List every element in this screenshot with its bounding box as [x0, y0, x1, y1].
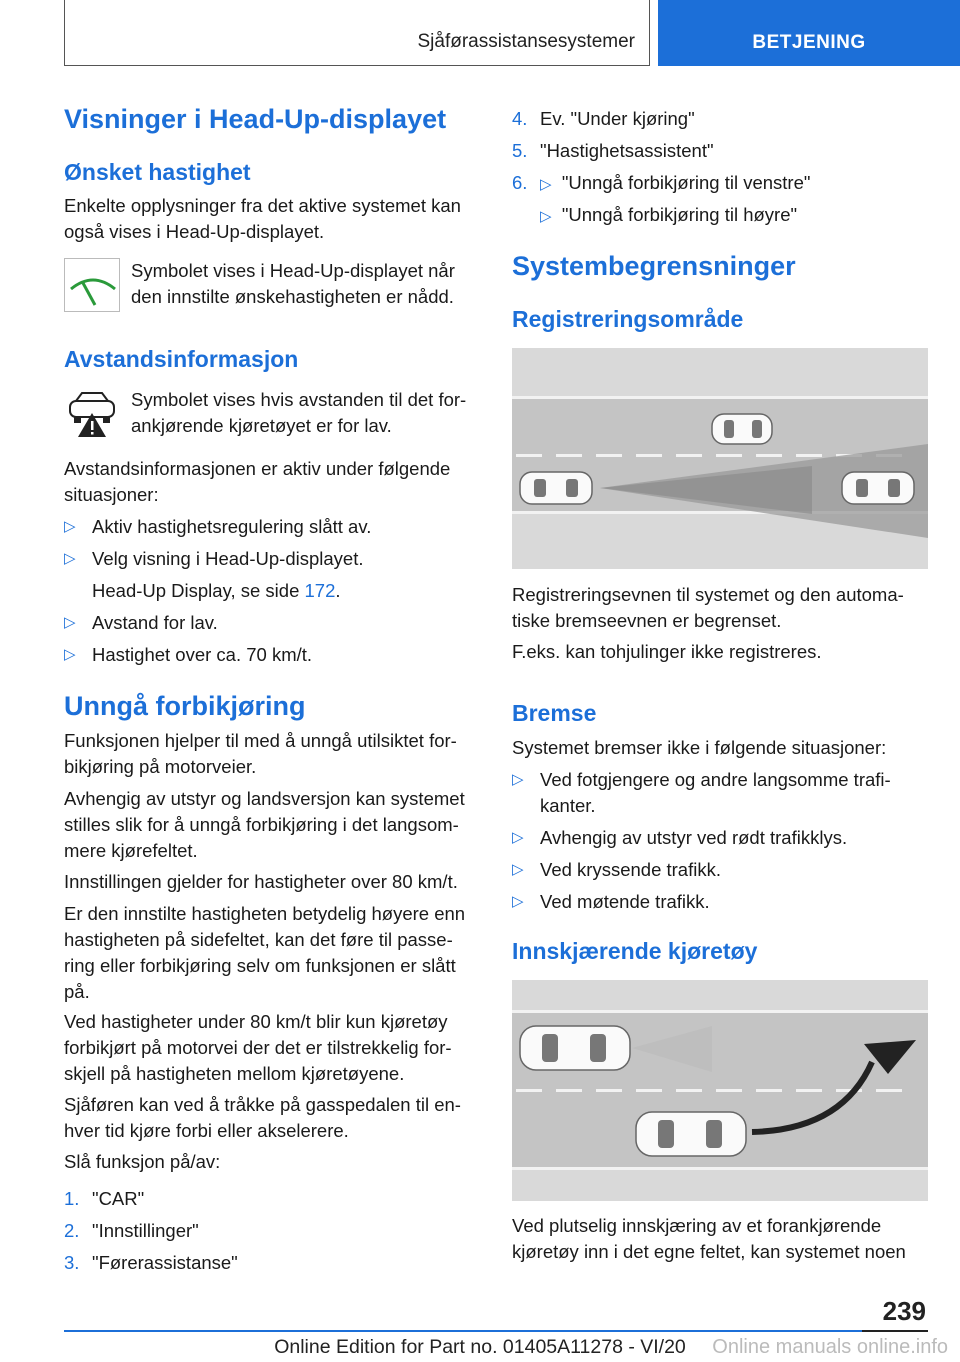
- bullet-triangle-icon: ▷: [512, 861, 524, 878]
- heading-head-up: Visninger i Head-Up-displayet: [64, 104, 447, 134]
- page-link-172[interactable]: 172: [304, 580, 336, 601]
- paragraph: Avhengig av utstyr og landsversjon kan systemet stilles slik for å unngå forbikjøring i det langsom-mere kjørefeltet.: [64, 788, 465, 861]
- speed-reached-icon: [64, 258, 120, 312]
- bullet-triangle-icon: ▷: [512, 893, 524, 910]
- heading-innskjaerende: Innskjærende kjøretøy: [512, 938, 758, 964]
- header-section-title: Sjåførassistansesystemer: [417, 31, 635, 52]
- distance-warning-icon: [64, 387, 120, 441]
- para-avstand: Avstandsinformasjonen er aktiv under følgende situasjoner:: [64, 458, 451, 505]
- heading-registreringsomrade: Registreringsområde: [512, 306, 744, 332]
- heading-unnga-forbikjoring: Unngå forbikjøring: [64, 691, 306, 721]
- cut-in-illustration: [512, 980, 928, 1201]
- bullet-triangle-icon: ▷: [512, 829, 524, 846]
- icon2-description: Symbolet vises hvis avstanden til det for-ankjørende kjøretøyet er for lav.: [131, 389, 467, 436]
- para-registrering: Registreringsevnen til systemet og den automa-tiske bremseevnen er begrenset.: [512, 584, 904, 631]
- paragraph: Sjåføren kan ved å tråkke på gasspedalen til en-hver tid kjøre forbi eller akselerere.: [64, 1094, 461, 1141]
- header-tab-betjening[interactable]: [658, 0, 960, 66]
- para-onsket: Enkelte opplysninger fra det aktive systemet kan også vises i Head-Up-displayet.: [64, 195, 461, 242]
- footer-divider-dark: [862, 1330, 928, 1332]
- bullet-triangle-icon: ▷: [540, 208, 552, 225]
- bullet-triangle-icon: ▷: [540, 176, 552, 193]
- para-innskjaering: Ved plutselig innskjæring av et forankjørende kjøretøy inn i det egne feltet, kan systemet noen: [512, 1215, 906, 1262]
- footer-edition: Online Edition for Part no. 01405A11278 - VI/20: [274, 1336, 686, 1358]
- bullet-triangle-icon: ▷: [64, 518, 76, 535]
- watermark: Online manuals online.info: [712, 1336, 948, 1358]
- icon1-description: Symbolet vises i Head-Up-displayet når den innstilte ønskehastigheten er nådd.: [131, 260, 455, 307]
- heading-bremse: Bremse: [512, 700, 597, 726]
- page-number: 239: [882, 1296, 926, 1326]
- paragraph: Er den innstilte hastigheten betydelig høyere enn hastigheten på sidefeltet, kan det føre til passe-ring eller forbikjøring selv om funksjonen er slått på.: [64, 903, 466, 1002]
- paragraph: Slå funksjon på/av:: [64, 1151, 221, 1172]
- bullet-triangle-icon: ▷: [512, 771, 524, 788]
- bullet-triangle-icon: ▷: [64, 550, 76, 567]
- paragraph: Innstillingen gjelder for hastigheter over 80 km/t.: [64, 871, 458, 892]
- heading-systembegrensninger: Systembegrensninger: [512, 251, 796, 281]
- para-bremse: Systemet bremser ikke i følgende situasjoner:: [512, 737, 887, 758]
- para-tohjulinger: F.eks. kan tohjulinger ikke registreres.: [512, 641, 822, 662]
- paragraph: Ved hastigheter under 80 km/t blir kun kjøretøy forbikjørt på motorvei der det er tilstrekkelig for-skjell på hastigheten mellom kjøretøyene.: [64, 1011, 452, 1084]
- bullet-triangle-icon: ▷: [64, 646, 76, 663]
- header-tab-label: BETJENING: [752, 32, 866, 53]
- header-section-box: [64, 0, 650, 66]
- detection-area-illustration: [512, 348, 928, 569]
- paragraph: Funksjonen hjelper til med å unngå utilsiktet for-bikjøring på motorveier.: [64, 730, 457, 777]
- bullet-triangle-icon: ▷: [64, 614, 76, 631]
- heading-avstandsinformasjon: Avstandsinformasjon: [64, 346, 299, 372]
- footer-divider: [64, 1330, 862, 1332]
- heading-onsket-hastighet: Ønsket hastighet: [64, 159, 251, 185]
